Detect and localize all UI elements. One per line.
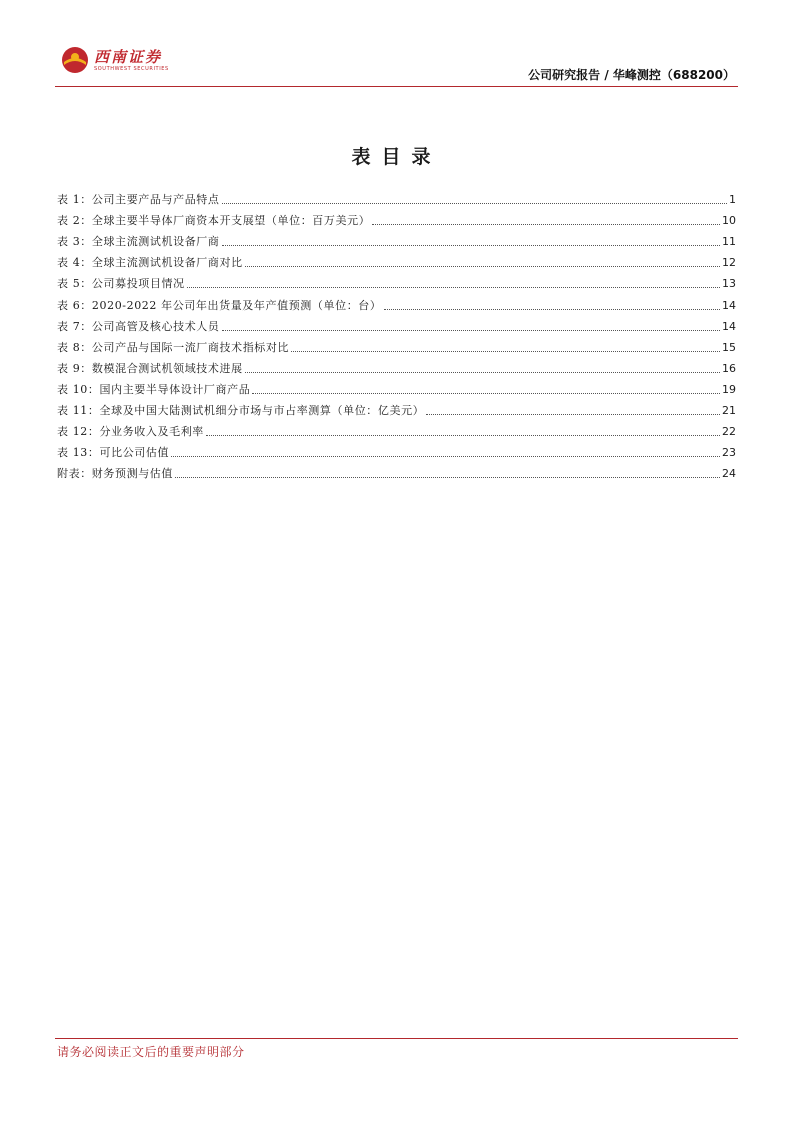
toc-dot-leader <box>187 287 720 288</box>
logo-english-name: SOUTHWEST SECURITIES <box>94 65 169 72</box>
toc-dot-leader <box>372 224 720 225</box>
footer-divider <box>55 1038 738 1039</box>
toc-entry-page-number[interactable]: 12 <box>722 256 736 270</box>
toc-dot-leader <box>175 477 720 478</box>
logo-text <box>94 48 169 73</box>
toc-entry[interactable] <box>57 355 736 376</box>
toc-entry[interactable] <box>57 418 736 439</box>
toc-entry[interactable] <box>57 334 736 355</box>
company-logo <box>60 45 169 75</box>
toc-entry-page-number[interactable]: 1 <box>729 193 736 207</box>
toc-dot-leader <box>222 330 721 331</box>
toc-entry-label[interactable]: 附表：财务预测与估值 <box>57 467 173 481</box>
toc-entry-page-number[interactable]: 14 <box>722 298 736 312</box>
toc-entry-label[interactable]: 表 12：分业务收入及毛利率 <box>57 425 204 439</box>
toc-entry-page-number[interactable]: 11 <box>722 235 736 249</box>
toc-entry-label[interactable]: 表 3：全球主流测试机设备厂商 <box>57 235 220 249</box>
toc-dot-leader <box>245 266 720 267</box>
toc-entry[interactable] <box>57 249 736 270</box>
toc-entry-page-number[interactable]: 19 <box>722 382 736 396</box>
toc-dot-leader <box>384 309 721 310</box>
toc-entry-label[interactable]: 表 11：全球及中国大陆测试机细分市场与市占率测算（单位：亿美元） <box>57 404 425 418</box>
toc-entry-page-number[interactable]: 24 <box>722 467 736 481</box>
logo-chinese-name: 西南证券 <box>94 47 163 66</box>
header-divider <box>55 86 738 87</box>
table-of-tables <box>57 186 736 481</box>
toc-entry-page-number[interactable]: 23 <box>722 446 736 460</box>
toc-dot-leader <box>222 203 728 204</box>
toc-dot-leader <box>426 414 720 415</box>
toc-dot-leader <box>245 372 720 373</box>
toc-heading: 表目录 <box>351 146 442 168</box>
toc-entry[interactable] <box>57 186 736 207</box>
report-title: 公司研究报告 / 华峰测控（688200） <box>528 68 735 82</box>
toc-entry-label[interactable]: 表 4：全球主流测试机设备厂商对比 <box>57 256 243 270</box>
toc-entry-page-number[interactable]: 13 <box>722 277 736 291</box>
toc-entry[interactable] <box>57 376 736 397</box>
toc-entry[interactable] <box>57 313 736 334</box>
toc-entry-label[interactable]: 表 10：国内主要半导体设计厂商产品 <box>57 382 251 396</box>
toc-dot-leader <box>206 435 720 436</box>
toc-entry[interactable] <box>57 291 736 312</box>
toc-entry-page-number[interactable]: 22 <box>722 425 736 439</box>
toc-entry[interactable] <box>57 228 736 249</box>
toc-entry-label[interactable]: 表 5：公司募投项目情况 <box>57 277 185 291</box>
toc-entry[interactable] <box>57 270 736 291</box>
toc-entry-label[interactable]: 表 1：公司主要产品与产品特点 <box>57 193 220 207</box>
toc-entry-page-number[interactable]: 14 <box>722 319 736 333</box>
toc-dot-leader <box>222 245 721 246</box>
toc-entry-page-number[interactable]: 16 <box>722 361 736 375</box>
toc-entry-page-number[interactable]: 10 <box>722 214 736 228</box>
toc-entry[interactable] <box>57 439 736 460</box>
toc-entry-label[interactable]: 表 8：公司产品与国际一流厂商技术指标对比 <box>57 340 290 354</box>
toc-entry-label[interactable]: 表 6：2020-2022 年公司年出货量及年产值预测（单位：台） <box>57 298 382 312</box>
toc-entry[interactable] <box>57 397 736 418</box>
toc-entry-label[interactable]: 表 9：数模混合测试机领域技术进展 <box>57 361 243 375</box>
footer-disclaimer: 请务必阅读正文后的重要声明部分 <box>57 1045 245 1059</box>
toc-dot-leader <box>252 393 720 394</box>
toc-entry-page-number[interactable]: 21 <box>722 404 736 418</box>
toc-dot-leader <box>171 456 720 457</box>
toc-entry-page-number[interactable]: 15 <box>722 340 736 354</box>
toc-entry[interactable] <box>57 460 736 481</box>
toc-dot-leader <box>291 351 720 352</box>
toc-entry[interactable] <box>57 207 736 228</box>
toc-entry-label[interactable]: 表 13：可比公司估值 <box>57 446 170 460</box>
toc-entry-label[interactable]: 表 2：全球主要半导体厂商资本开支展望（单位：百万美元） <box>57 214 371 228</box>
toc-entry-label[interactable]: 表 7：公司高管及核心技术人员 <box>57 319 220 333</box>
southwest-securities-logo-icon <box>60 45 90 75</box>
